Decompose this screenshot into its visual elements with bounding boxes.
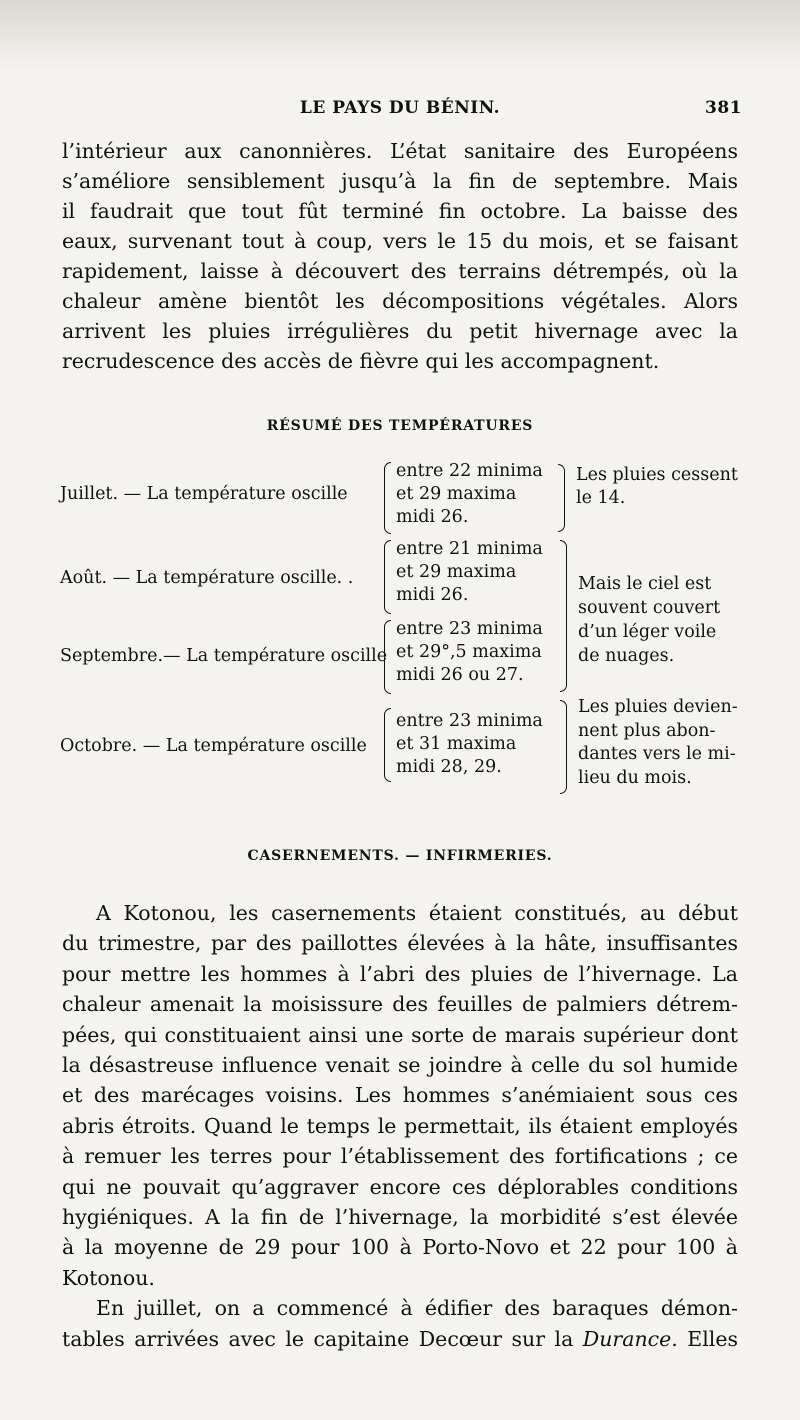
brace-left [384, 462, 391, 534]
text-line: du trimestre, par des paillottes élevées à la hâte, insuffisantes [62, 931, 738, 956]
remark-line: le 14. [576, 488, 626, 508]
temp-line: entre 23 minima [396, 711, 543, 731]
temp-line: et 29 maxima [396, 562, 517, 582]
text-line: hygiéniques. A la fin de l’hivernage, la morbidité s’est élevée [62, 1205, 738, 1230]
text-line: rapidement, laisse à découvert des terrains détrempés, où la [62, 259, 738, 283]
temps-july [396, 460, 543, 529]
brace-right [560, 700, 567, 794]
text-line: s’améliore sensiblement jusqu’à la fin de septembre. Mais [62, 169, 738, 193]
temp-line: midi 28, 29. [396, 757, 502, 777]
body-paragraph [62, 898, 738, 1354]
month-label-september: Septembre.— La température oscille [60, 646, 388, 666]
temp-line: et 29 maxima [396, 484, 517, 504]
month-label-august: Août. — La température oscille. . [60, 568, 354, 588]
temp-line: midi 26. [396, 507, 469, 527]
remark-line: d’un léger voile [578, 622, 717, 642]
text-line: il faudrait que tout fût terminé fin octobre. La baisse des [62, 199, 738, 223]
text-line: A Kotonou, les casernements étaient constitués, au début [96, 901, 738, 925]
temp-line: midi 26 ou 27. [396, 665, 524, 685]
remark-line: Les pluies cessent [576, 465, 738, 485]
text-line: chaleur amenait la moisissure des feuilles de palmiers détrem- [62, 992, 738, 1017]
running-header [0, 98, 800, 124]
temps-october [396, 710, 543, 779]
text-line: à la moyenne de 29 pour 100 à Porto-Novo et 22 pour 100 à [62, 1235, 738, 1260]
text-fragment: tables arrivées avec le capitaine Decœur sur la [62, 1326, 583, 1351]
temp-line: entre 22 minima [396, 461, 543, 481]
text-fragment: . Elles [671, 1326, 739, 1351]
intro-paragraph [62, 136, 738, 376]
remark-line: Les pluies devien- [578, 697, 738, 717]
text-line: qui ne pouvait qu’aggraver encore ces déplorables conditions [62, 1174, 738, 1199]
scan-shadow [0, 0, 800, 70]
running-title: LE PAYS DU BÉNIN. [299, 98, 501, 118]
brace-left [384, 708, 391, 782]
temp-line: entre 23 minima [396, 619, 543, 639]
text-line: abris étroits. Quand le temps le permettait, ils étaient employés [62, 1113, 738, 1138]
remark-line: nent plus abon- [578, 720, 716, 741]
text-line: Kotonou. [62, 1265, 155, 1290]
brace-right [560, 540, 567, 692]
remark-line: souvent couvert [578, 598, 721, 618]
temp-line: et 29°,5 maxima [396, 642, 542, 662]
text-line [62, 1324, 738, 1354]
text-line: arrivent les pluies irrégulières du petit hivernage avec la [62, 319, 738, 343]
section-heading: CASERNEMENTS. — INFIRMERIES. [247, 848, 553, 864]
remark-line: de nuages. [578, 646, 675, 666]
text-line: En juillet, on a commencé à édifier des baraques démon- [96, 1296, 738, 1321]
page-number: 381 [705, 98, 742, 118]
remark-line: lieu du mois. [578, 767, 692, 788]
text-line: recrudescence des accès de fièvre qui les accompagnent. [62, 349, 660, 373]
text-line: à remuer les terres pour l’établissement des fortifications ; ce [62, 1144, 738, 1169]
remark-july [576, 464, 738, 510]
text-line: l’intérieur aux canonnières. L’état sanitaire des Européens [62, 139, 738, 163]
temp-line: midi 26. [396, 585, 469, 605]
remark-line: Mais le ciel est [578, 574, 712, 594]
text-line: et des marécages voisins. Les hommes s’anémiaient sous ces [62, 1083, 738, 1108]
remark-october [578, 696, 738, 790]
text-line: chaleur amène bientôt les décompositions végétales. Alors [62, 289, 738, 313]
brace-left [384, 620, 391, 694]
brace-left [384, 540, 391, 614]
text-line: pour mettre les hommes à l’abri des pluies de l’hivernage. La [62, 961, 738, 986]
remark-aug-sep [578, 572, 720, 668]
brace-right [558, 464, 565, 532]
text-line: la désastreuse influence venait se joindre à celle du sol humide [62, 1053, 738, 1078]
temps-september [396, 618, 543, 687]
text-line: eaux, survenant tout à coup, vers le 15 du mois, et se faisant [62, 229, 738, 253]
ship-name: Durance [582, 1326, 672, 1351]
month-label-october: Octobre. — La température oscille [60, 736, 367, 756]
temp-line: entre 21 minima [396, 539, 543, 559]
table-heading: RÉSUMÉ DES TEMPÉRATURES [266, 418, 534, 434]
remark-line: dantes vers le mi- [578, 744, 736, 764]
temp-line: et 31 maxima [396, 734, 517, 754]
month-label-july: Juillet. — La température oscille [60, 484, 348, 504]
temps-august [396, 538, 543, 607]
text-line: pées, qui constituaient ainsi une sorte de marais supérieur dont [62, 1022, 738, 1047]
